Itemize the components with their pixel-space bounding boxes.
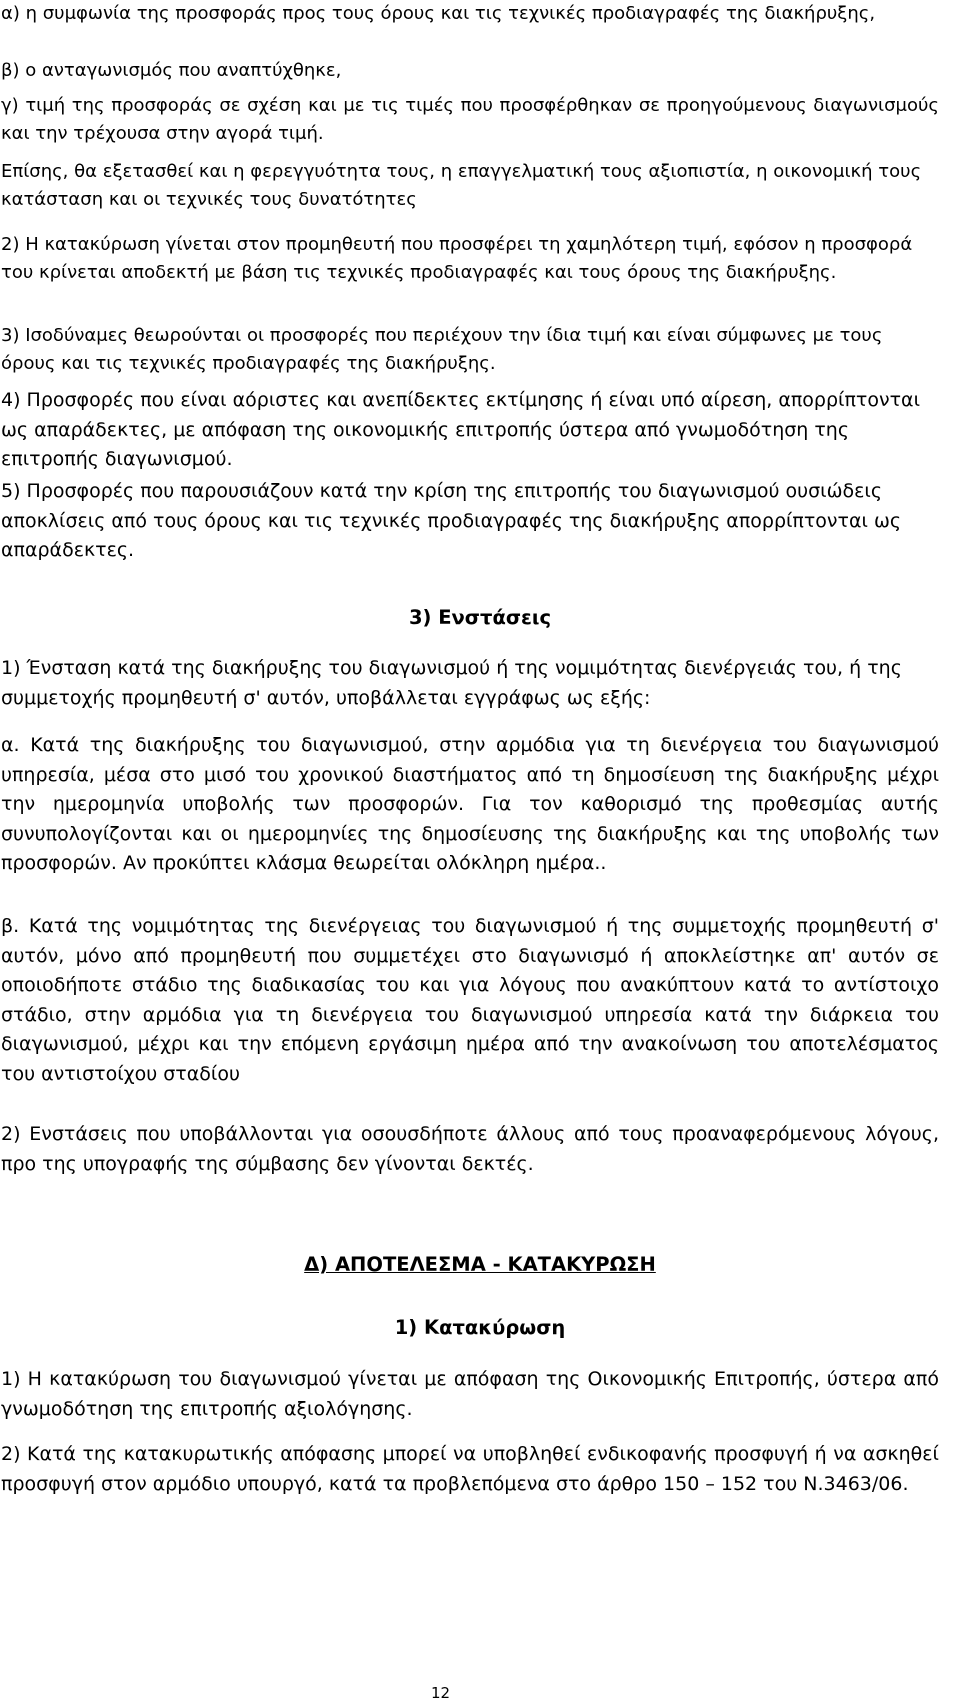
paragraph-item-4: 4) Προσφορές που είναι αόριστες και ανεπίδεκτες εκτίμησης ή είναι υπό αίρεση, απορρίπτονται ως απαράδεκτες, με απόφαση της οικονομικής επιτροπής ύστερα από γνωμοδότηση της επιτροπής διαγωνισμού. [1,389,920,470]
paragraph-objection-a: α. Κατά της διακήρυξης του διαγωνισμού, στην αρμόδια για τη διενέργεια του διαγωνισμού υπηρεσία, μέσα στο μισό του χρονικού διαστήματος από τη δημοσίευση της διακήρυξης μέχρι την ημερομηνία υποβολής των προσφορών. Για τον καθορισμό της προθεσμίας αυτής συνυπολογίζονται και οι ημερομηνίες της δημοσίευσης της διακήρυξης και της υποβολής των προσφορών. Αν προκύπτει κλάσμα θεωρείται ολόκληρη ημέρα.. [1,734,939,874]
page-number: 12 [430,1684,451,1702]
paragraph-award-2: 2) Κατά της κατακυρωτικής απόφασης μπορεί να υποβληθεί ενδικοφανής προσφυγή ή να ασκηθεί προσφυγή στον αρμόδιο υπουργό, κατά τα προβλεπόμενα στο άρθρο 150 – 152 του Ν.3463/06. [1,1443,939,1495]
paragraph-item-3: 3) Ισοδύναμες θεωρούνται οι προσφορές που περιέχουν την ίδια τιμή και είναι σύμφωνες με τους όρους και τις τεχνικές προδιαγραφές της διακήρυξης. [1,325,883,374]
paragraph-item-2: 2) Η κατακύρωση γίνεται στον προμηθευτή που προσφέρει τη χαμηλότερη τιμή, εφόσον η προσφορά του κρίνεται αποδεκτή με βάση τις τεχνικές προδιαγραφές και τους όρους της διακήρυξης. [1,234,913,283]
paragraph-objection-2: 2) Ενστάσεις που υποβάλλονται για οσουσδήποτε άλλους από τους προαναφερόμενους λόγους, προ της υπογραφής της σύμβασης δεν γίνονται δεκτές. [1,1123,939,1175]
paragraph-also-examined: Επίσης, θα εξετασθεί και η φερεγγυότητα τους, η επαγγελματική τους αξιοπιστία, η οικονομική τους κατάσταση και οι τεχνικές τους δυνατότητες [1,161,922,210]
paragraph-item-5: 5) Προσφορές που παρουσιάζουν κατά την κρίση της επιτροπής του διαγωνισμού ουσιώδεις αποκλίσεις από τους όρους και τις τεχνικές προδιαγραφές της διακήρυξης απορρίπτονται ως απαράδεκτες. [1,480,902,561]
heading-result-award [0,1250,960,1280]
paragraph-criterion-b: β) ο ανταγωνισμός που αναπτύχθηκε, [1,60,342,81]
paragraph-objection-1: 1) Ένσταση κατά της διακήρυξης του διαγωνισμού ή της νομιμότητας διενέργειάς του, ή της συμμετοχής προμηθευτή σ' αυτόν, υποβάλλεται εγγράφως ως εξής: [1,657,902,709]
heading-award: 1) Κατακύρωση [394,1316,566,1339]
paragraph-award-1: 1) Η κατακύρωση του διαγωνισμού γίνεται με απόφαση της Οικονομικής Επιτροπής, ύστερα από γνωμοδότηση της επιτροπής αξιολόγησης. [1,1368,939,1420]
paragraph-criterion-c: γ) τιμή της προσφοράς σε σχέση και με τις τιμές που προσφέρθηκαν σε προηγούμενους διαγωνισμούς και την τρέχουσα στην αγορά τιμή. [1,95,939,144]
paragraph-criterion-a: α) η συμφωνία της προσφοράς προς τους όρους και τις τεχνικές προδιαγραφές της διακήρυξης, [1,3,876,24]
heading-objections: 3) Ενστάσεις [408,606,552,629]
paragraph-objection-b: β. Κατά της νομιμότητας της διενέργειας του διαγωνισμού ή της συμμετοχής προμηθευτή σ' αυτόν, μόνο από προμηθευτή που συμμετέχει στο διαγωνισμό ή αποκλείστηκε απ' αυτόν σε οποιοδήποτε στάδιο της διαδικασίας του και για λόγους που ανακύπτουν κατά το αντίστοιχο στάδιο, στην αρμόδια για τη διενέργεια του διαγωνισμού υπηρεσία κατά την διάρκεια του διαγωνισμού, μέχρι και την επόμενη εργάσιμη ημέρα από την ανακοίνωση του αποτελέσματος του αντιστοίχου σταδίου [1,915,939,1085]
heading-result-award-text: Δ) ΑΠΟΤΕΛΕΣΜΑ - ΚΑΤΑΚΥΡΩΣΗ [304,1253,656,1276]
